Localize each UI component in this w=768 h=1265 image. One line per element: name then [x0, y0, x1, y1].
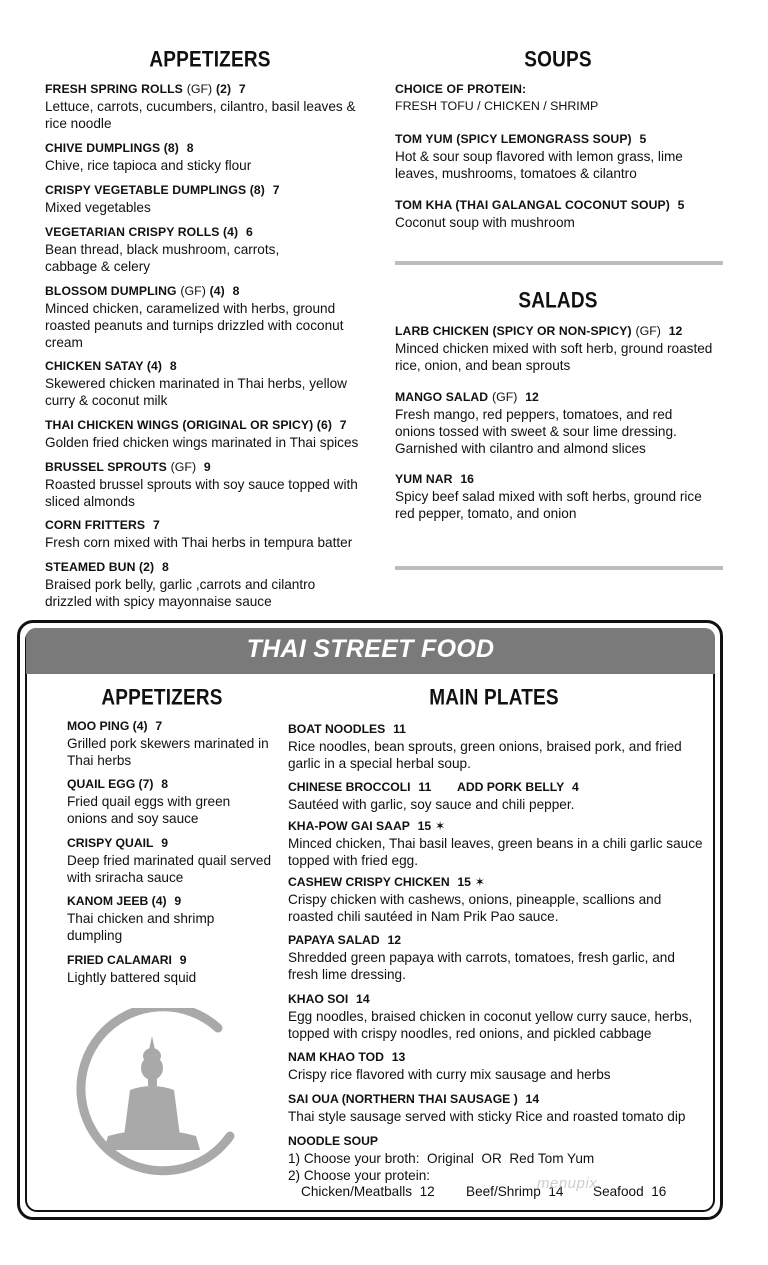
item-price: 12 [668, 324, 683, 338]
item-desc: Braised pork belly, garlic ,carrots and cilantro drizzled with spicy mayonnaise sauce [45, 577, 316, 609]
item-desc: Coconut soup with mushroom [395, 215, 575, 230]
item-desc: Golden fried chicken wings marinated in Thai spices [45, 435, 359, 450]
item-name: THAI CHICKEN WINGS (ORIGINAL OR SPICY) (6) [45, 418, 332, 432]
menu-item [288, 931, 708, 983]
item-desc: Fried quail eggs with green onions and soy sauce [67, 794, 231, 826]
item-name: SAI OUA (NORTHERN THAI SAUSAGE ) [288, 1092, 518, 1106]
item-desc: Minced chicken, caramelized with herbs, ground roasted peanuts and turnips drizzled with coconut cream [45, 301, 344, 350]
item-name: KHAO SOI [288, 992, 349, 1006]
menu-item [67, 717, 272, 769]
item-price: 9 [179, 953, 187, 967]
spicy-icon: ✶ [435, 819, 446, 833]
item-name: TOM KHA (THAI GALANGAL COCONUT SOUP) [395, 198, 670, 212]
menu-item [395, 322, 715, 374]
menu-item [45, 416, 390, 451]
menu-item [288, 1048, 708, 1083]
menu-item [45, 80, 380, 132]
menu-item [288, 817, 708, 869]
item-desc: Sautéed with garlic, soy sauce and chili pepper. [288, 797, 575, 812]
item-desc: Mixed vegetables [45, 200, 151, 215]
menu-item [288, 720, 708, 772]
protein-option: Seafood 16 [593, 1184, 667, 1199]
item-tag: (GF) [635, 324, 661, 338]
item-tag: (GF) [186, 82, 213, 96]
item-tag: (GF) [180, 284, 206, 298]
item-name: MOO PING (4) [67, 719, 148, 733]
item-price: 9 [161, 836, 169, 850]
spicy-icon: ✶ [474, 875, 485, 889]
item-price: 5 [639, 132, 647, 146]
soups-title: SOUPS [524, 48, 592, 73]
item-extra: (4) [209, 284, 225, 298]
item-name: MANGO SALAD [395, 390, 489, 404]
menu-item [288, 990, 708, 1042]
street-food-banner [26, 628, 715, 674]
item-name: FRIED CALAMARI [67, 953, 172, 967]
menu-item [288, 1090, 708, 1125]
item-desc: Shredded green papaya with carrots, tomatoes, fresh garlic, and fresh lime dressing. [288, 950, 675, 982]
item-name: BLOSSOM DUMPLING [45, 284, 177, 298]
item-desc: Crispy chicken with cashews, onions, pineapple, scallions and roasted chili sautéed in Nam Prik Pao sauce. [288, 892, 662, 924]
item-desc: Minced chicken mixed with soft herb, ground roasted rice, onion, and bean sprouts [395, 341, 713, 373]
menu-item [395, 130, 705, 182]
item-desc: Thai chicken and shrimp dumpling [67, 911, 215, 943]
menu-item [45, 458, 385, 510]
item-name: PAPAYA SALAD [288, 933, 380, 947]
salads-title: SALADS [518, 289, 598, 314]
menu-item [45, 139, 380, 174]
item-price: 13 [391, 1050, 406, 1064]
noodle-step-protein: 2) Choose your protein: [288, 1168, 431, 1183]
menu-item [395, 388, 705, 457]
item-price: 8 [161, 560, 169, 574]
banner-title: THAI STREET FOOD [246, 635, 495, 663]
item-name: YUM NAR [395, 472, 453, 486]
item-extra: (2) [215, 82, 232, 96]
appetizers-title: APPETIZERS [149, 48, 271, 73]
menu-item [45, 282, 365, 351]
item-name: CORN FRITTERS [45, 518, 146, 532]
item-desc: Crispy rice flavored with curry mix sausage and herbs [288, 1067, 611, 1082]
item-name: LARB CHICKEN (SPICY OR NON-SPICY) [395, 324, 632, 338]
item-price: 7 [339, 418, 347, 432]
menu-item [45, 357, 375, 409]
item-addon: ADD PORK BELLY [457, 780, 565, 794]
item-price: 7 [238, 82, 246, 96]
menu-item [395, 196, 725, 231]
item-desc: Fresh mango, red peppers, tomatoes, and red onions tossed with sweet & sour lime dressing. Garnished with cilantro and almond slices [395, 407, 677, 456]
item-name: BRUSSEL SPROUTS [45, 460, 167, 474]
item-price: 6 [246, 225, 253, 239]
item-tag: (GF) [491, 390, 518, 404]
item-price: 14 [356, 992, 370, 1006]
item-price: 14 [525, 1092, 540, 1106]
menu-item [395, 470, 725, 522]
menu-item [45, 516, 390, 551]
item-tag: (GF) [170, 460, 197, 474]
divider [395, 261, 723, 265]
item-price: 11 [418, 780, 432, 794]
menu-item [67, 775, 267, 827]
item-price: 7 [272, 183, 280, 197]
item-name: VEGETARIAN CRISPY ROLLS (4) [45, 225, 239, 239]
item-name: KHA-POW GAI SAAP [288, 819, 410, 833]
item-desc: Thai style sausage served with sticky Rice and roasted tomato dip [288, 1109, 686, 1124]
item-name: QUAIL EGG (7) [67, 777, 154, 791]
street-appetizers-title: APPETIZERS [101, 686, 223, 711]
item-price: 15 [457, 875, 471, 889]
item-price: 7 [155, 719, 163, 733]
item-price: 8 [169, 359, 177, 373]
item-price: 11 [393, 722, 406, 736]
protein-label: CHOICE OF PROTEIN: [395, 82, 527, 96]
menu-item [45, 181, 380, 216]
item-desc: Spicy beef salad mixed with soft herbs, ground rice red pepper, tomato, and onion [395, 489, 702, 521]
item-name: BOAT NOODLES [288, 722, 386, 736]
menu-item [67, 951, 272, 986]
item-name: TOM YUM (SPICY LEMONGRASS SOUP) [395, 132, 632, 146]
item-name: NOODLE SOUP [288, 1134, 379, 1148]
item-price: 7 [152, 518, 160, 532]
item-name: CASHEW CRISPY CHICKEN [288, 875, 450, 889]
menu-item [288, 778, 708, 813]
item-name: CRISPY QUAIL [67, 836, 154, 850]
item-desc: Rice noodles, bean sprouts, green onions, braised pork, and fried garlic in a special herbal soup. [288, 739, 682, 771]
item-name: CRISPY VEGETABLE DUMPLINGS (8) [45, 183, 265, 197]
item-name: STEAMED BUN (2) [45, 560, 155, 574]
item-desc: Grilled pork skewers marinated in Thai herbs [67, 736, 269, 768]
item-addon-price: 4 [572, 780, 579, 794]
item-desc: Lettuce, carrots, cucumbers, cilantro, basil leaves & rice noodle [45, 99, 356, 131]
item-desc: Minced chicken, Thai basil leaves, green beans in a chili garlic sauce topped with fried egg. [288, 836, 703, 868]
item-desc: Bean thread, black mushroom, carrots, cabbage & celery [45, 242, 280, 274]
item-desc: Hot & sour soup flavored with lemon grass, lime leaves, mushrooms, tomatoes & cilantro [395, 149, 683, 181]
item-name: KANOM JEEB (4) [67, 894, 167, 908]
item-name: NAM KHAO TOD [288, 1050, 384, 1064]
item-desc: Skewered chicken marinated in Thai herbs, yellow curry & coconut milk [45, 376, 347, 408]
item-desc: Chive, rice tapioca and sticky flour [45, 158, 252, 173]
item-desc: Fresh corn mixed with Thai herbs in tempura batter [45, 535, 353, 550]
buddha-logo-icon [60, 1008, 250, 1188]
noodle-step-broth: 1) Choose your broth: Original OR Red Tom Yum [288, 1151, 595, 1166]
item-name: CHIVE DUMPLINGS (8) [45, 141, 179, 155]
item-price: 16 [460, 472, 474, 486]
item-price: 15 [417, 819, 432, 833]
item-price: 12 [387, 933, 401, 947]
item-desc: Roasted brussel sprouts with soy sauce topped with sliced almonds [45, 477, 358, 509]
item-desc: Egg noodles, braised chicken in coconut yellow curry sauce, herbs, topped with crispy noodles, red onions, and pickled cabbage [288, 1009, 693, 1041]
item-name: CHICKEN SATAY (4) [45, 359, 163, 373]
item-price: 8 [232, 284, 240, 298]
item-price: 9 [174, 894, 182, 908]
protein-option: Chicken/Meatballs 12 [301, 1184, 435, 1199]
protein-options: FRESH TOFU / CHICKEN / SHRIMP [395, 99, 599, 113]
item-desc: Lightly battered squid [67, 970, 197, 985]
item-name: FRESH SPRING ROLLS [45, 82, 183, 96]
main-plates-title: MAIN PLATES [429, 686, 559, 711]
item-price: 9 [203, 460, 211, 474]
item-desc: Deep fried marinated quail served with sriracha sauce [67, 853, 272, 885]
item-price: 8 [161, 777, 169, 791]
item-price: 12 [525, 390, 539, 404]
item-price: 8 [186, 141, 194, 155]
item-price: 5 [677, 198, 685, 212]
menu-item [67, 892, 257, 944]
protein-option: Beef/Shrimp 14 [466, 1184, 564, 1199]
divider [395, 566, 723, 570]
menu-item [288, 873, 708, 925]
item-name: CHINESE BROCCOLI [288, 780, 411, 794]
watermark: menupix [537, 1175, 598, 1192]
menu-item [45, 558, 345, 610]
menu-item [45, 223, 315, 275]
noodle-soup [288, 1132, 708, 1199]
protein-choice [395, 80, 725, 115]
menu-item [67, 834, 272, 886]
